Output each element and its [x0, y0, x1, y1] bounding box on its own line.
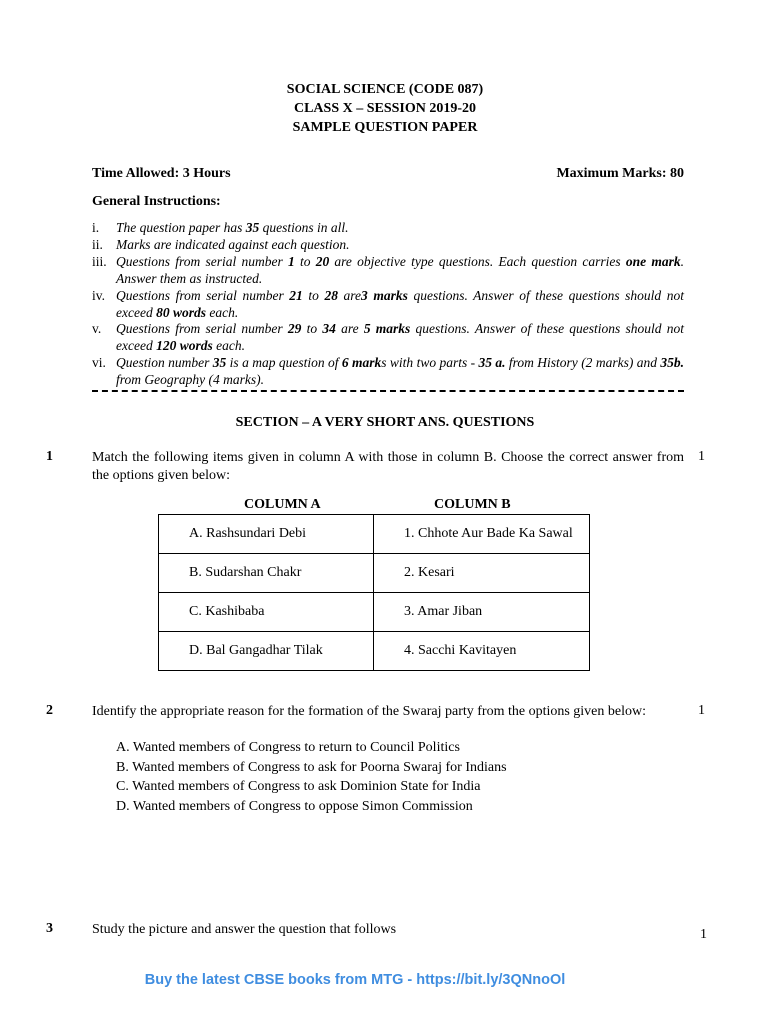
- paper-title: SOCIAL SCIENCE (CODE 087): [286, 82, 484, 97]
- column-a-header: COLUMN A: [244, 497, 321, 512]
- option-item: B. Wanted members of Congress to ask for Poorna Swaraj for Indians: [116, 760, 507, 775]
- table-row: [159, 632, 590, 671]
- option-item: A. Wanted members of Congress to return to Council Politics: [116, 740, 460, 755]
- column-b-cell: 4. Sacchi Kavitayen: [374, 632, 590, 671]
- question-text: Study the picture and answer the question that follows: [92, 922, 397, 937]
- section-divider: [92, 390, 684, 392]
- question-text: Match the following items given in column A with those in column B. Choose the correct answer from the options given below:: [92, 450, 684, 483]
- instruction-number: iii.: [92, 254, 107, 269]
- instruction-number: v.: [92, 321, 102, 336]
- general-instructions-heading: General Instructions:: [92, 194, 221, 209]
- question-text: Identify the appropriate reason for the formation of the Swaraj party from the options given below:: [92, 704, 646, 719]
- instruction-number: vi.: [92, 355, 106, 370]
- question-marks: 1: [698, 703, 705, 718]
- match-table: [158, 514, 590, 671]
- question-number: 3: [46, 921, 53, 936]
- column-a-cell: B. Sudarshan Chakr: [159, 554, 374, 593]
- instruction-text: Question number 35 is a map question of 6 marks with two parts - 35 a. from History (2 marks) and 35b. from Geography (4 marks).: [116, 355, 684, 387]
- time-allowed: Time Allowed: 3 Hours: [92, 166, 231, 181]
- question-number: 1: [46, 449, 53, 464]
- instruction-text: The question paper has 35 questions in all.: [116, 220, 349, 235]
- column-b-cell: 3. Amar Jiban: [374, 593, 590, 632]
- instruction-text: Questions from serial number 21 to 28 are3 marks questions. Answer of these questions should not exceed 80 words each.: [116, 288, 685, 320]
- column-a-cell: D. Bal Gangadhar Tilak: [159, 632, 374, 671]
- instruction-text: Marks are indicated against each question.: [116, 237, 350, 252]
- instruction-text: Questions from serial number 29 to 34 are 5 marks questions. Answer of these questions should not exceed 120 words each.: [116, 321, 684, 353]
- table-row: [159, 554, 590, 593]
- maximum-marks: Maximum Marks: 80: [556, 166, 684, 181]
- option-item: C. Wanted members of Congress to ask Dominion State for India: [116, 779, 481, 794]
- paper-class-session: CLASS X – SESSION 2019-20: [293, 101, 477, 116]
- table-row: [159, 593, 590, 632]
- column-b-header: COLUMN B: [434, 497, 511, 512]
- option-item: D. Wanted members of Congress to oppose Simon Commission: [116, 799, 473, 814]
- question-number: 2: [46, 703, 53, 718]
- table-row: [159, 515, 590, 554]
- column-a-cell: A. Rashsundari Debi: [159, 515, 374, 554]
- column-a-cell: C. Kashibaba: [159, 593, 374, 632]
- column-b-cell: 1. Chhote Aur Bade Ka Sawal: [374, 515, 590, 554]
- promo-link[interactable]: Buy the latest CBSE books from MTG - https://bit.ly/3QNnoOl: [144, 972, 566, 988]
- instruction-number: iv.: [92, 288, 105, 303]
- instruction-number: i.: [92, 220, 100, 235]
- instruction-text: Questions from serial number 1 to 20 are objective type questions. Each question carries one mark. Answer them as instructed.: [116, 254, 685, 286]
- paper-subtitle: SAMPLE QUESTION PAPER: [292, 120, 478, 135]
- question-marks: 1: [700, 927, 707, 942]
- question-marks: 1: [698, 449, 705, 464]
- column-b-cell: 2. Kesari: [374, 554, 590, 593]
- instruction-number: ii.: [92, 237, 103, 252]
- section-title: SECTION – A VERY SHORT ANS. QUESTIONS: [235, 415, 535, 430]
